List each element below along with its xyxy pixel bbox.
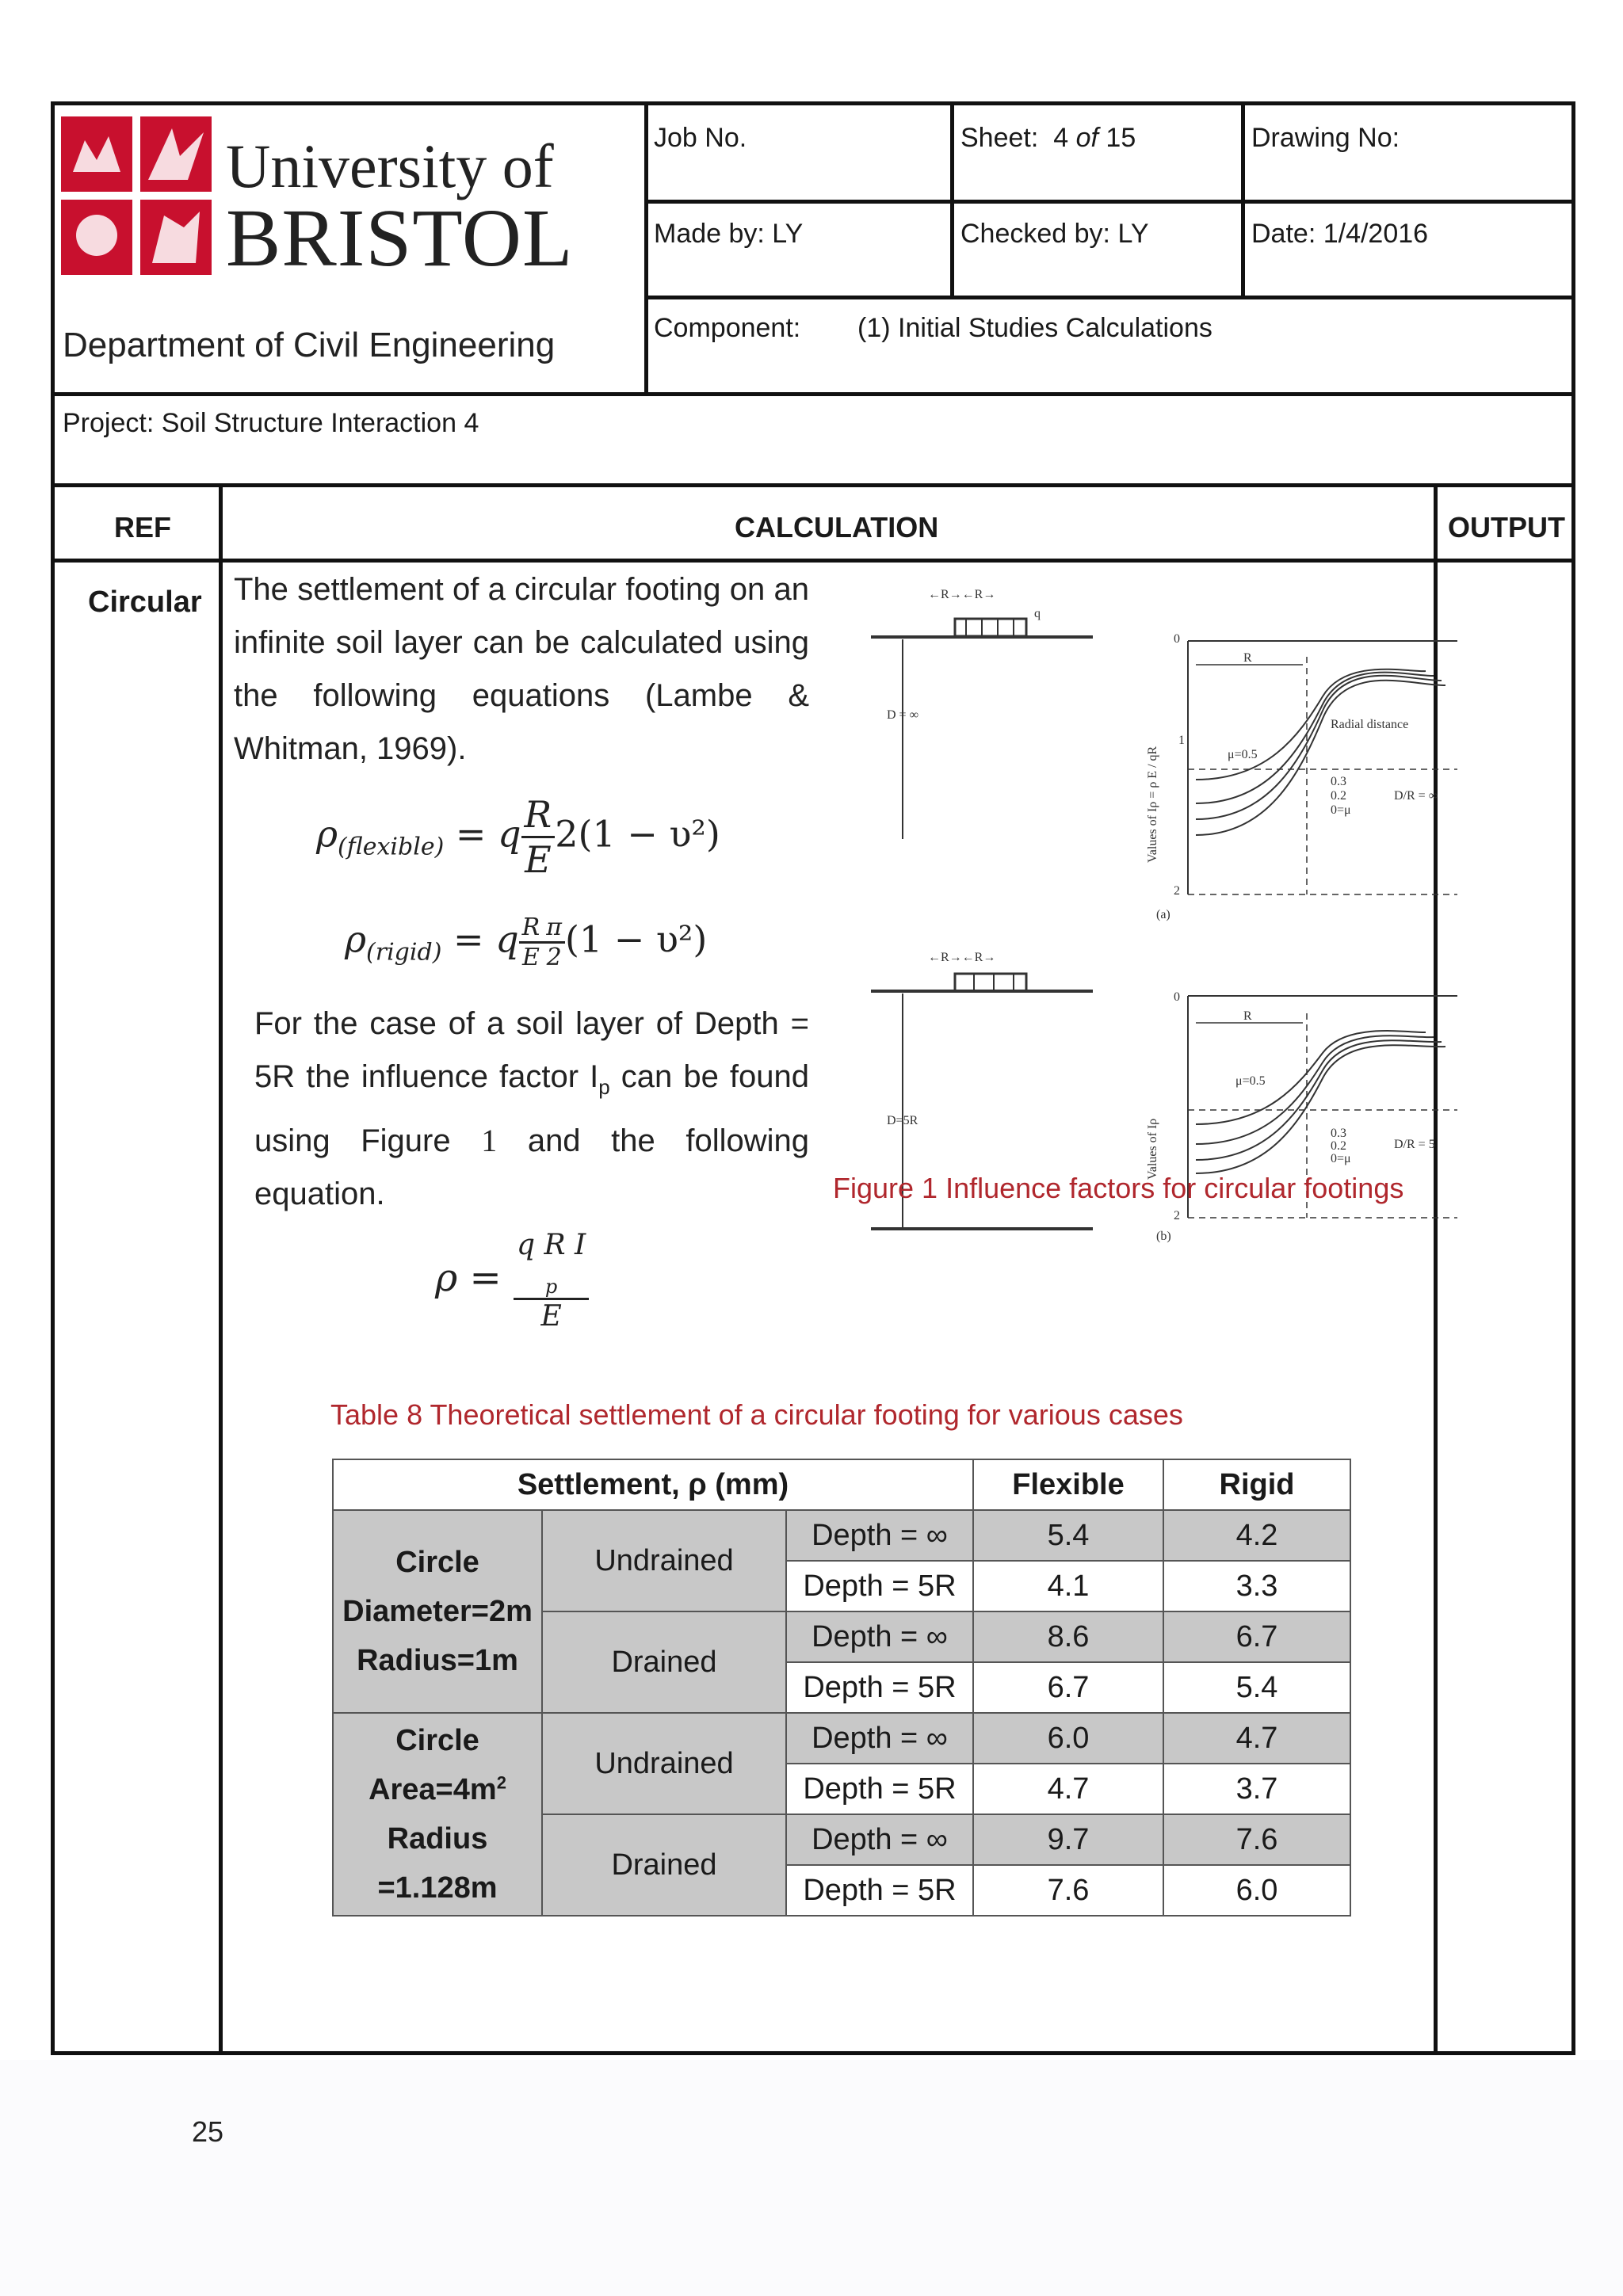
fig-tick: 0 [1174,990,1180,1004]
fig-top-dims-a: ←R→←R→ [928,588,996,601]
fig-radial-distance: Radial distance [1331,718,1409,731]
table-cell-rigid: 3.7 [1163,1764,1350,1814]
table-cell-flexible: 9.7 [973,1814,1163,1865]
table-cell-rigid: 4.2 [1163,1510,1350,1561]
settlement-influence-equation: ρ = q R I $_p$ E [435,1229,589,1333]
table-cell-depth: Depth = 5R [786,1865,973,1916]
table-cell-flexible: 4.7 [973,1764,1163,1814]
table-caption: Table 8 Theoretical settlement of a circular footing for various cases [330,1398,1183,1431]
drawing-no-label: Drawing No: [1251,123,1400,153]
calculation-heading: CALCULATION [735,511,939,543]
university-name: University of BRISTOL [226,132,574,284]
fig-axis-b: Values of Iρ [1146,1118,1159,1180]
table-cell-rigid: 5.4 [1163,1662,1350,1713]
fig-mu-b: μ=0.5 [1235,1074,1266,1088]
fig-tick: 1 [1178,734,1185,747]
header-divider [55,392,1571,396]
project-title: Project: Soil Structure Interaction 4 [63,408,479,438]
table-cell-depth: Depth = ∞ [786,1611,973,1662]
university-crest-logo [61,116,220,283]
table-header-flexible: Flexible [973,1459,1163,1510]
ref-column-divider [219,483,223,2051]
fig-top-dims-b: ←R→←R→ [928,951,996,964]
job-no-label: Job No. [654,123,747,153]
influence-factor-paragraph: For the case of a soil layer of Depth = 5R the influence factor $I_p$ can be found using Figure 1 and the following equation. [254,1006,810,1211]
page-bottom-band [0,2060,1623,2296]
fig-r-mark-b: R [1243,1009,1252,1023]
component-value: (1) Initial Studies Calculations [857,313,1212,343]
table-group-circle-diameter: Circle Diameter=2m Radius=1m [333,1510,542,1713]
fig-tick: 2 [1174,884,1180,898]
date: Date: 1/4/2016 [1251,219,1429,249]
fig-b-label: (b) [1156,1230,1171,1243]
fig-tick: 0 [1174,632,1180,646]
ref-circular: Circular [88,585,202,619]
fig-mu-b: 0.2 [1331,1139,1346,1153]
table-cell-rigid: 3.3 [1163,1561,1350,1611]
influence-factor-figure [855,578,1473,1275]
table-cell-drained: Drained [542,1611,786,1713]
fig-mu-a: μ=0.5 [1228,748,1258,761]
table-cell-flexible: 4.1 [973,1561,1163,1611]
header-divider [55,483,1571,487]
table-cell-rigid: 7.6 [1163,1814,1350,1865]
table-group-circle-area: Circle $Area=4m^2$ Radius =1.128m [333,1713,542,1916]
ref-heading: REF [114,511,171,543]
table-cell-rigid: 4.7 [1163,1713,1350,1764]
header-divider [644,105,648,396]
fig-tick: 2 [1174,1209,1180,1222]
fig-d-5r: D=5R [887,1114,918,1127]
table-cell-rigid: 6.0 [1163,1865,1350,1916]
table-cell-depth: Depth = 5R [786,1561,973,1611]
component-label: Component: [654,313,801,343]
table-header-rigid: Rigid [1163,1459,1350,1510]
fig-d-inf: D = ∞ [887,708,918,722]
fig-a-label: (a) [1156,908,1170,921]
fig-ratio-5: D/R = 5 [1394,1138,1435,1151]
table-cell-drained: Drained [542,1814,786,1916]
settlement-table [332,1459,1351,1917]
table-cell-flexible: 7.6 [973,1865,1163,1916]
table-header-settlement: Settlement, ρ (mm) [333,1459,973,1510]
fig-mu-a: 0.2 [1331,789,1346,803]
table-cell-depth: Depth = ∞ [786,1713,973,1764]
sheet-number: Sheet: 4 of 15 [960,123,1136,153]
table-cell-undrained: Undrained [542,1510,786,1611]
table-cell-undrained: Undrained [542,1713,786,1814]
fig-mu-b: 0=μ [1331,1152,1351,1165]
table-cell-rigid: 6.7 [1163,1611,1350,1662]
fig-q-label: q [1034,607,1041,620]
fig-mu-b: 0.3 [1331,1127,1346,1140]
table-cell-flexible: 5.4 [973,1510,1163,1561]
fig-ratio-inf: D/R = ∞ [1394,789,1438,803]
header-divider [644,200,1571,204]
calculation-sheet [51,101,1575,2055]
header-divider [644,296,1571,299]
intro-paragraph: The settlement of a circular footing on an infinite soil layer can be calculated using the following equations (Lambe & Whitman, 1969). [234,572,809,766]
table-cell-depth: Depth = ∞ [786,1814,973,1865]
table-cell-flexible: 8.6 [973,1611,1163,1662]
header-divider [55,559,1571,563]
fig-r-mark-a: R [1243,651,1252,665]
table-cell-flexible: 6.7 [973,1662,1163,1713]
fig-mu-a: 0.3 [1331,775,1346,788]
table-cell-flexible: 6.0 [973,1713,1163,1764]
flexible-settlement-equation: $\rho_{(flexible)} = q$ $\frac{R}{E}$ 2(1 − υ²) [316,793,720,881]
table-cell-depth: Depth = ∞ [786,1510,973,1561]
table-cell-depth: Depth = 5R [786,1662,973,1713]
made-by: Made by: LY [654,219,804,249]
page-number: 25 [192,2115,224,2148]
output-heading: OUTPUT [1448,511,1565,543]
department-name: Department of Civil Engineering [63,326,556,364]
fig-mu-a: 0=μ [1331,803,1351,817]
table-cell-depth: Depth = 5R [786,1764,973,1814]
rigid-settlement-equation: $\rho_{(rigid)} = q$ $\frac{R}{E}$ $\frac{\pi}{2}$ (1 − υ²) [345,913,708,971]
checked-by: Checked by: LY [960,219,1149,249]
fig-axis-a: Values of Iρ = ρ E / qR [1146,746,1159,863]
figure-caption: Figure 1 Influence factors for circular footings [833,1172,1404,1204]
